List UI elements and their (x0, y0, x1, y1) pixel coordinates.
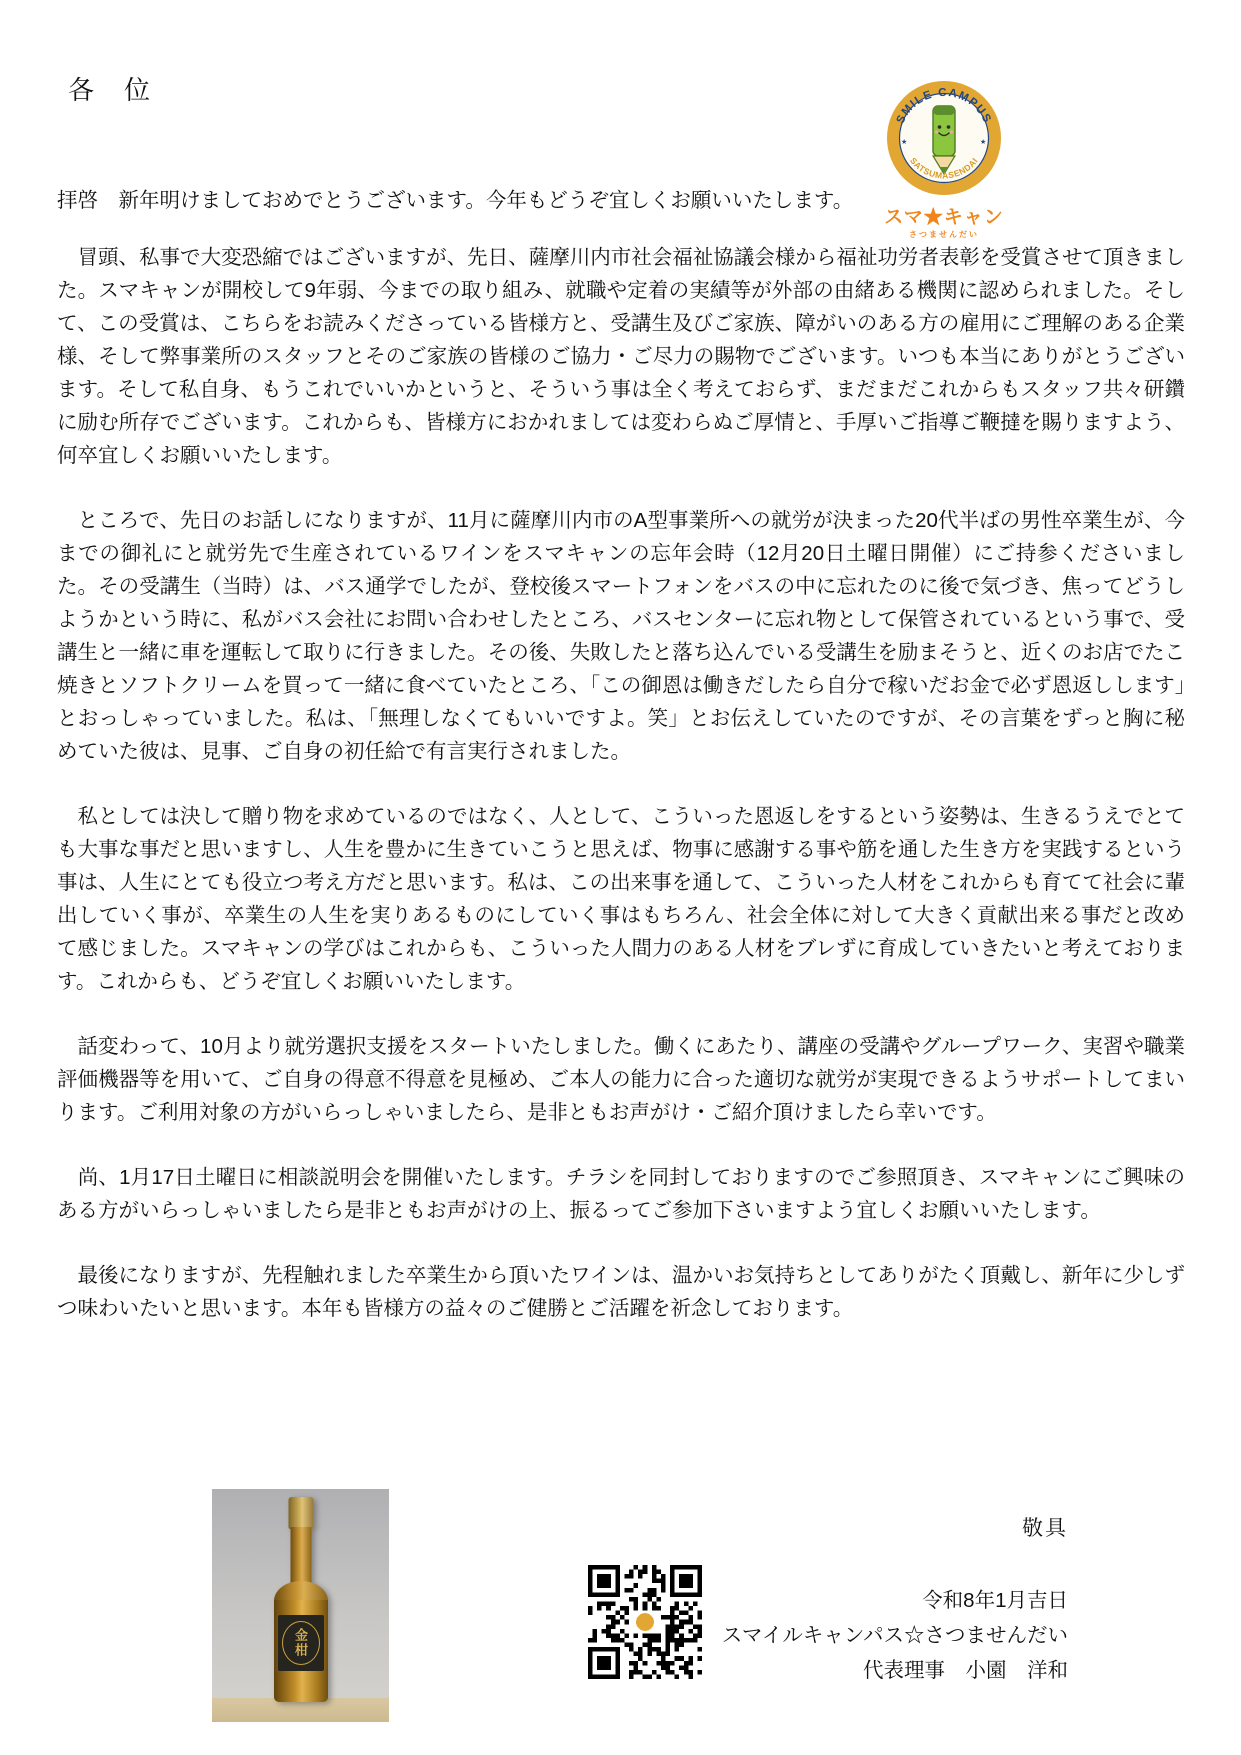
letter-body (57, 241, 1185, 1357)
bottle-neck (290, 1527, 311, 1585)
signature-representative: 代表理事 小園 洋和 (863, 1659, 1068, 1682)
qr-code-icon (588, 1565, 702, 1679)
bottle-label-ring (282, 1621, 320, 1665)
paragraph-closing-remarks: 最後になりますが、先程触れました卒業生から頂いたワインは、温かいお気持ちとしてありがたく頂戴し、新年に少しずつ味わいたいと思います。本年も皆様方の益々のご健勝とご活躍を祈念しております。 (57, 1264, 1185, 1320)
logo-star-right-icon: ★ (980, 139, 987, 146)
bottle-cap (288, 1497, 313, 1529)
logo-star-left-icon: ★ (901, 139, 908, 146)
wine-bottle-photo (212, 1489, 389, 1722)
logo-wordmark: スマ★キャン (884, 207, 1004, 228)
smile-campus-logo (876, 80, 1012, 240)
signature-date: 令和8年1月吉日 (922, 1589, 1068, 1612)
logo-inner-arc-text: SATSUMASENDAI (908, 155, 980, 181)
paragraph-employment-support: 話変わって、10月より就労選択支援をスタートいたしました。働くにあたり、講座の受講やグループワーク、実習や職業評価機器等を用いて、ご自身の得意不得意を見極め、ご本人の能力に合った適切な就労が実現できるようサポートしてまいります。ご利用対象の方がいらっしゃいましたら、是非ともお声がけ・ご紹介頂けましたら幸いです。 (57, 1035, 1185, 1124)
qr-code (588, 1565, 702, 1679)
greeting-line: 拝啓 新年明けましておめでとうございます。今年もどうぞ宜しくお願いいたします。 (57, 189, 854, 212)
signature-block (722, 1583, 1068, 1688)
logo-tagline: さつませんだい (909, 230, 979, 239)
recipient-line: 各 位 (68, 75, 153, 105)
signature-organization: スマイルキャンパス☆さつませんだい (721, 1624, 1068, 1647)
bottle-shoulder (274, 1581, 328, 1601)
bottle-label (278, 1615, 324, 1671)
wine-bottle (274, 1497, 328, 1702)
logo-emblem-icon (880, 80, 1008, 196)
paragraph-graduate-story: ところで、先日のお話しになりますが、11月に薩摩川内市のA型事業所への就労が決まった20代半ばの男性卒業生が、今までの御礼にと就労先で生産されているワインをスマキャンの忘年会時（12月20日土曜日開催）にご持参くださいました。その受講生（当時）は、バス通学でしたが、登校後スマートフォンをバスの中に忘れたのに後で気づき、焦ってどうしようかという時に、私がバス会社にお問い合わせしたところ、バスセンターに忘れ物として保管されているという事で、受講生と一緒に車を運転して取りに行きました。その後、失敗したと落ち込んでいる受講生を励まそうと、近くのお店でたこ焼きとソフトクリームを買って一緒に食べていたところ、「この御恩は働きだしたら自分で稼いだお金で必ず恩返しします」とおっしゃっていました。私は、「無理しなくてもいいですよ。笑」とお伝えしていたのですが、その言葉をずっと胸に秘めていた彼は、見事、ご自身の初任給で有言実行されました。 (57, 509, 1185, 763)
closing-word: 敬具 (1022, 1517, 1068, 1540)
paragraph-reflection: 私としては決して贈り物を求めているのではなく、人として、こういった恩返しをするという姿勢は、生きるうえでとても大事な事だと思いますし、人生を豊かに生きていこうと思えば、物事に感謝する事や筋を通した生き方を実践するという事は、人生にとても役立つ考え方だと思います。私は、この出来事を通して、こういった人材をこれからも育てて社会に輩出していく事が、卒業生の人生を実りあるものにしていく事はもちろん、社会全体に対して大きく貢献出来る事だと改めて感じました。スマキャンの学びはこれからも、こういった人間力のある人材をブレずに育成していきたいと考えております。これからも、どうぞ宜しくお願いいたします。 (57, 805, 1185, 993)
paragraph-award: 冒頭、私事で大変恐縮ではございますが、先日、薩摩川内市社会福祉協議会様から福祉功労者表彰を受賞させて頂きました。スマキャンが開校して9年弱、今までの取り組み、就職や定着の実績等が外部の由緒ある機関に認められました。そして、この受賞は、こちらをお読みくださっている皆様方と、受講生及びご家族、障がいのある方の雇用にご理解のある企業様、そして弊事業所のスタッフとそのご家族の皆様のご協力・ご尽力の賜物でございます。いつも本当にありがとうございます。そして私自身、もうこれでいいかというと、そういう事は全く考えておらず、まだまだこれからもスタッフ共々研鑽に励む所存でございます。これからも、皆様方におかれましては変わらぬご厚情と、手厚いご指導ご鞭撻を賜りますよう、何卒宜しくお願いいたします。 (57, 246, 1185, 467)
logo-arc-text: SMILE CAMPUS (894, 86, 994, 126)
bottle-label-text: 金柑 (293, 1628, 308, 1658)
paragraph-information-session: 尚、1月17日土曜日に相談説明会を開催いたします。チラシを同封しておりますのでご参照頂き、スマキャンにご興味のある方がいらっしゃいましたら是非ともお声がけの上、振るってご参加下さいますよう宜しくお願いいたします。 (57, 1166, 1185, 1222)
